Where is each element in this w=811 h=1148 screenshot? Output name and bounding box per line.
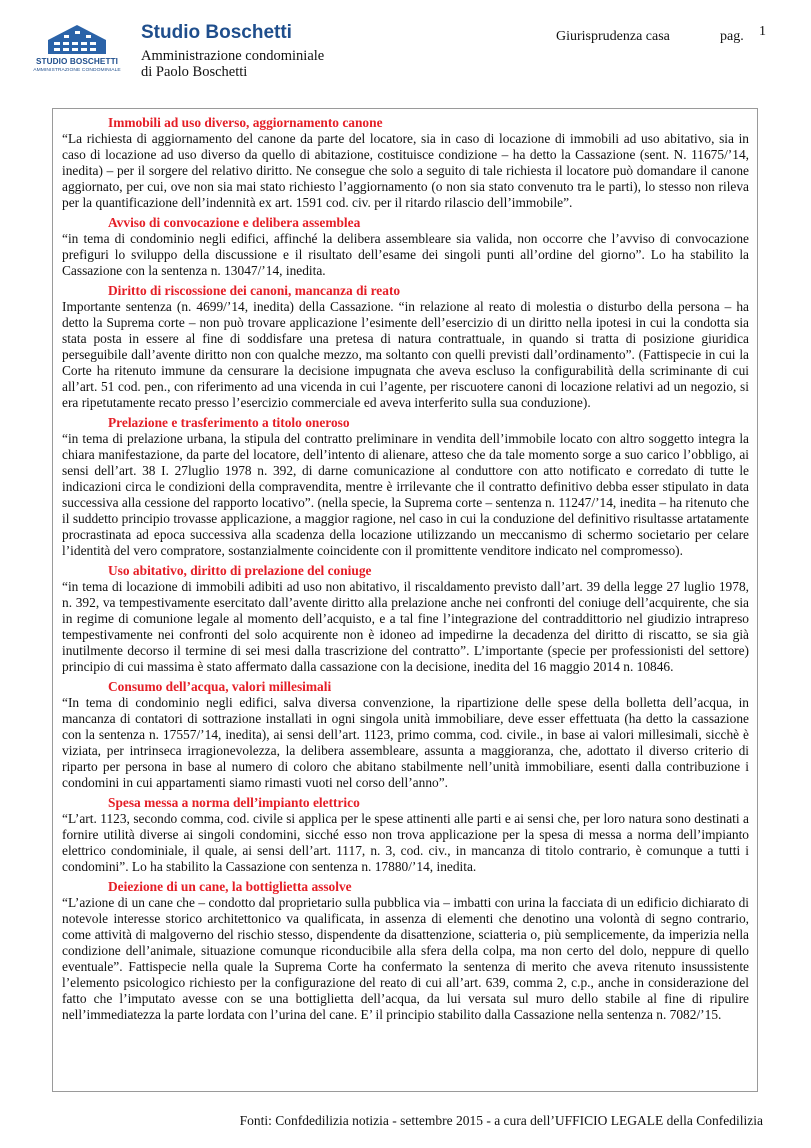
section-body: “La richiesta di aggiornamento del canone da parte del locatore, sia in caso di locazione di immobili ad uso abitativo, sia in caso di locazione ad uso diverso da quello di abitazione, costituisce condizione – ha detto la Cassazione (sent. N. 11675/’14, inedita) – per il sorgere del relativo diritto. Ne consegue che solo a seguito di tale richiesta il locatore può domandare il canone aggiornato, per cui, ove non sia mai stato richiesto l’aggiornamento (o non sia stato convenuto tra le parti), lo stesso non rileva per la quantificazione dell’indennità ex art. 1591 cod. civ. per il ritardo rilascio dell’immobile”. <box>62 131 749 210</box>
page-header <box>0 0 811 100</box>
section-title: Diritto di riscossione dei canoni, mancanza di reato <box>108 283 401 298</box>
footer-source: Fonti: Confdedilizia notizia - settembre 2015 - a cura dell’UFFICIO LEGALE della Confedilizia <box>239 1113 763 1128</box>
content-box <box>52 108 758 1092</box>
section-title: Deiezione di un cane, la bottiglietta assolve <box>108 879 352 894</box>
section-body: “in tema di prelazione urbana, la stipula del contratto preliminare in vendita dell’immobile locato con altro soggetto integra la chiara manifestazione, da parte del locatore, dell’intento di alienare, atteso che da tale momento sorge a suo carico l’obbligo, ai sensi dell’art. 38 I. 27luglio 1978 n. 392, di darne comunicazione al conduttore con atto notificato e corredato di tutte le indicazioni circa le condizioni della compravendita, mentre è irrilevante che il contratto definitivo debba esser stipulato in data successiva alla cessione del rapporto locativo”. (nella specie, la Suprema corte – sentenza n. 11247/’14, inedita – ha ritenuto che il suddetto principio trovasse applicazione, a maggior ragione, nel caso in cui la conduzione del definitivo risultasse artatamente procrastinata ad epoca successiva alla scadenza della locazione utilizzando un meccanismo di schermo societario per celare l’identità del vero compratore, sostanzialmente coincidente con il promittente venditore indicato nel compromesso). <box>62 431 750 558</box>
logo-subtitle: AMMINISTRAZIONE CONDOMINIALE <box>33 68 121 73</box>
section-title: Prelazione e trasferimento a titolo oneroso <box>108 415 350 430</box>
section-body: Importante sentenza (n. 4699/’14, inedita) della Cassazione. “in relazione al reato di molestia o disturbo della persona – ha detto la Suprema corte – non può trovare applicazione l’esimente dell’esercizio di un diritto nella ipotesi in cui la condotta sia stata posta in essere al fine di soddisfare una pretesa di natura contrattuale, in quando si tratta di posizione giuridica perseguibile dall’avente diritto non con qualche mezzo, ma soltanto con quelli previsti dall’ordinamento”. (Fattispecie in cui la Corte ha ritenuto immune da censurare la decisione impugnata che aveva escluso la configurabilità della scriminante di cui all’art. 51 cod. pen., con riferimento ad una vicenda in cui l’agente, per riscuotere canoni di locazione relativi ad un negozio, si era ripetutamente recato presso l’esercizio commerciale ed aveva interferito sulla sua conduzione). <box>62 299 749 410</box>
section-title: Consumo dell’acqua, valori millesimali <box>108 679 332 694</box>
studio-logo <box>28 24 126 80</box>
company-subtitle: Amministrazione condominiale <box>141 48 325 64</box>
section-body: “In tema di condominio negli edifici, salva diversa convenzione, la ripartizione delle spese della bolletta dell’acqua, in mancanza di contatori di sottrazione installati in ogni singola unità immobiliare, deve esser effettuata (ha detto la cassazione con la sentenza n. 17557/’14, inedita), ai sensi dell’art. 1123, primo comma, cod. civile., in base ai valori millesimali, sicchè è viziata, per intrinseca irragionevolezza, la delibera assembleare, assunta a maggioranza, che, adottato il diverso criterio di riparto per persona in base al numero di coloro che abitano stabilmente nell’unità immobiliare, esenti dalla contribuzione i condomini in cui appartamenti siamo rimasti vuoti nel corso dell’anno”. <box>62 695 749 790</box>
section-title: Uso abitativo, diritto di prelazione del coniuge <box>108 563 372 578</box>
company-owner: di Paolo Boschetti <box>141 64 248 80</box>
document-category: Giurisprudenza casa <box>556 29 670 44</box>
section-title: Spesa messa a norma dell’impianto elettrico <box>108 795 360 810</box>
section-body: “L’azione di un cane che – condotto dal proprietario sulla pubblica via – imbatti con urina la facciata di un edificio dichiarato di notevole interesse storico architettonico va qualificata, in assenza di elementi che denotino una volontà di segno contrario, come attività di malgoverno del rischio stesso, dispendente da disattenzione, sciatteria o, più semplicemente, da imperizia nella condizione dell’animale, situazione comunque riconducibile alla sfera della colpa, ma non certo del dolo, neppure di quello eventuale”. Fattispecie nella quale la Suprema Corte ha confermato la sentenza di merito che aveva ritenuto insussistente l’elemento psicologico richiesto per la configurazione del reato di cui all’art. 639, comma 2, c.p., anche in considerazione del fatto che l’imputato avesse con se una bottiglietta dell’acqua, da lui versata sul muro dello stabile al fine di ripulire nell’immediatezza la parte lordata con l’urina del cane. E’ il principio stabilito dalla Cassazione nella sentenza n. 7082/’15. <box>62 895 749 1022</box>
section-body: “in tema di condominio negli edifici, affinché la delibera assembleare sia valida, non occorre che l’avviso di convocazione prefiguri lo sviluppo della discussione e il risultato dell’esame dei singoli punti all’ordine del giorno”. Lo ha stabilito la Cassazione con la sentenza n. 13047/’14, inedita. <box>62 231 749 278</box>
building-logo-icon <box>46 24 108 54</box>
section-title: Avviso di convocazione e delibera assemblea <box>108 215 361 230</box>
section-body: “L’art. 1123, secondo comma, cod. civile si applica per le spese attinenti alle parti e ai sensi che, per loro natura sono destinati a fornire utilità diverse ai singoli condomini, sicché esso non trova applicazione per la spesa di messa a norma dell’impianto elettrico condominiale, il quale, ai sensi dell’art. 1117, n. 3, cod. civ., in mancanza di titolo contrario, è comunque a tutti i condomini”. Lo ha stabilito la Cassazione con sentenza n. 17880/’14, inedita. <box>62 811 749 874</box>
section-body: “in tema di locazione di immobili adibiti ad uso non abitativo, il riscaldamento previsto dall’art. 39 della legge 27 luglio 1978, n. 392, va tempestivamente esercitato dall’avente diritto alla prelazione anche nei confronti del coniuge dell’acquirente, che sia in regime di comunione legale al momento dell’acquisto, e a tal fine l’integrazione del contraddittorio nel giudizio intrapreso tempestivamente nei confronti del solo acquirente non è idoneo ad impedirne la decadenza del diritto di riscatto, se sia già inutilmente decorso il termine di sei mesi dalla trascrizione del contratto”. L’importante (specie per professionisti del settore) principio di cui massima è stato affermato dalla cassazione con la decisione, inedita del 16 maggio 2014 n. 10846. <box>62 579 749 674</box>
company-name: Studio Boschetti <box>141 22 292 43</box>
logo-name: STUDIO BOSCHETTI <box>35 57 119 66</box>
page-number: 1 <box>759 24 766 39</box>
page-label: pag. <box>720 29 744 44</box>
section-title: Immobili ad uso diverso, aggiornamento canone <box>108 115 383 130</box>
